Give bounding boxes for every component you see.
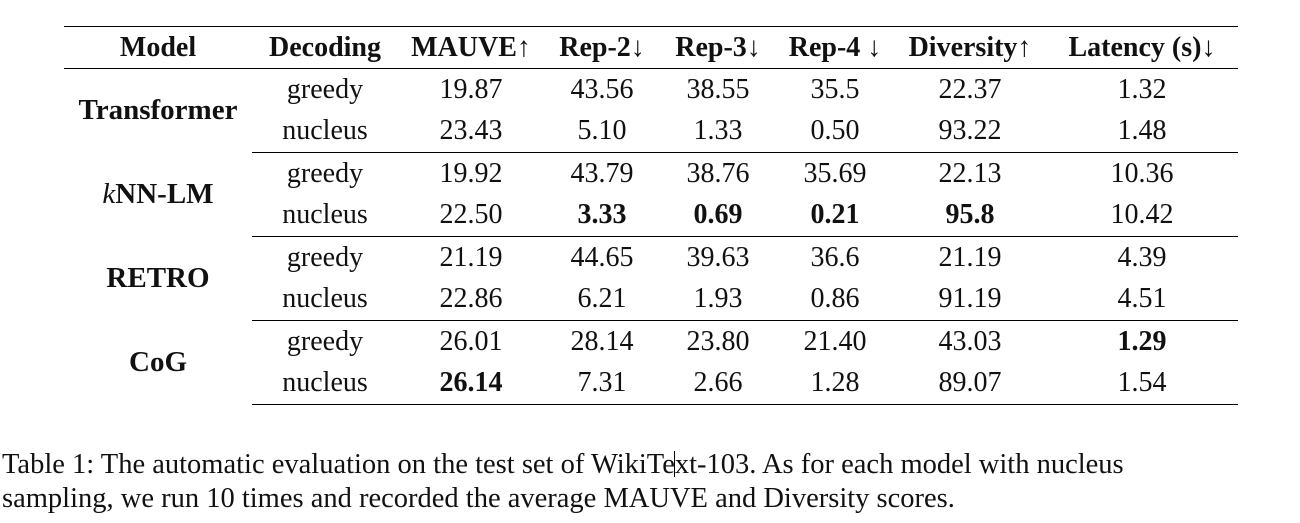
header-latency: Latency (s)↓ — [1046, 27, 1238, 69]
table-caption — [2, 448, 1298, 516]
table-row — [64, 69, 1238, 111]
rep4-cell: 1.28 — [776, 363, 894, 405]
caption-line-1-end: xt-103. As for each model with nucleus — [674, 449, 1124, 480]
decoding-cell: greedy — [286, 157, 364, 189]
rep3-cell: 1.93 — [660, 279, 776, 321]
latency-cell: 4.39 — [1117, 241, 1167, 273]
caption-line-1 — [2, 448, 1298, 482]
rep4-cell: 35.69 — [803, 157, 867, 189]
model-name-transformer: Transformer — [78, 94, 238, 127]
rep3-cell: 2.66 — [660, 363, 776, 405]
decoding-cell: nucleus — [252, 111, 398, 153]
header-mauve: MAUVE↑ — [398, 27, 544, 69]
rep3-cell: 38.76 — [686, 157, 750, 189]
caption-line-2: sampling, we run 10 times and recorded the average MAUVE and Diversity scores. — [2, 483, 955, 514]
model-name-suffix: NN-LM — [115, 178, 214, 210]
header-rep2: Rep-2↓ — [544, 27, 660, 69]
rep2-cell: 6.21 — [544, 279, 660, 321]
diversity-cell: 22.13 — [938, 157, 1002, 189]
results-table-container — [64, 26, 1238, 405]
decoding-cell: nucleus — [252, 195, 398, 237]
caption-line-1-start: Table 1: The automatic evaluation on the test set of WikiTe — [2, 449, 675, 480]
header-decoding: Decoding — [252, 27, 398, 69]
diversity-cell: 21.19 — [938, 241, 1002, 273]
diversity-cell: 93.22 — [894, 111, 1046, 153]
decoding-cell: greedy — [286, 241, 364, 273]
rep2-cell: 28.14 — [570, 325, 634, 357]
rep4-cell-best: 0.21 — [776, 195, 894, 237]
rep3-cell: 39.63 — [686, 241, 750, 273]
header-diversity: Diversity↑ — [894, 27, 1046, 69]
rep2-cell: 7.31 — [544, 363, 660, 405]
rep3-cell: 23.80 — [686, 325, 750, 357]
latency-cell: 1.54 — [1046, 363, 1238, 405]
rep3-cell-best: 0.69 — [660, 195, 776, 237]
header-row — [64, 27, 1238, 69]
decoding-cell: greedy — [286, 73, 364, 105]
diversity-cell: 89.07 — [894, 363, 1046, 405]
decoding-cell: nucleus — [252, 363, 398, 405]
rep3-cell: 38.55 — [686, 73, 750, 105]
diversity-cell-best: 95.8 — [894, 195, 1046, 237]
latency-cell: 1.32 — [1117, 73, 1167, 105]
diversity-cell: 22.37 — [938, 73, 1002, 105]
decoding-cell: nucleus — [252, 279, 398, 321]
header-model: Model — [64, 27, 252, 69]
model-name-retro: RETRO — [106, 262, 210, 294]
mauve-cell: 23.43 — [398, 111, 544, 153]
rep4-cell: 21.40 — [803, 325, 867, 357]
rep2-cell: 43.56 — [570, 73, 634, 105]
latency-cell: 1.48 — [1046, 111, 1238, 153]
diversity-cell: 91.19 — [894, 279, 1046, 321]
rep2-cell-best: 3.33 — [544, 195, 660, 237]
mauve-cell: 22.50 — [398, 195, 544, 237]
mauve-cell: 19.87 — [439, 73, 503, 105]
mauve-cell: 21.19 — [439, 241, 503, 273]
rep2-cell: 5.10 — [544, 111, 660, 153]
rep4-cell: 35.5 — [810, 73, 860, 105]
results-table — [64, 26, 1238, 405]
latency-cell: 10.42 — [1046, 195, 1238, 237]
decoding-cell: greedy — [286, 325, 364, 357]
latency-cell: 10.36 — [1110, 157, 1174, 189]
latency-cell-best: 1.29 — [1117, 325, 1167, 357]
table-row — [64, 237, 1238, 279]
mauve-cell: 19.92 — [439, 157, 503, 189]
mauve-cell: 26.01 — [439, 325, 503, 357]
header-rep4: Rep-4 ↓ — [776, 27, 894, 69]
model-name-cog: CoG — [129, 346, 187, 378]
mauve-cell: 22.86 — [398, 279, 544, 321]
rep4-cell: 36.6 — [810, 241, 860, 273]
diversity-cell: 43.03 — [938, 325, 1002, 357]
header-rep3: Rep-3↓ — [660, 27, 776, 69]
rep4-cell: 0.86 — [776, 279, 894, 321]
mauve-cell-best: 26.14 — [398, 363, 544, 405]
table-row — [64, 321, 1238, 363]
rep4-cell: 0.50 — [776, 111, 894, 153]
table-row — [64, 153, 1238, 195]
rep2-cell: 44.65 — [570, 241, 634, 273]
latency-cell: 4.51 — [1046, 279, 1238, 321]
rep2-cell: 43.79 — [570, 157, 634, 189]
model-name-knn-lm — [64, 153, 252, 237]
model-prefix-k: k — [102, 178, 116, 210]
rep3-cell: 1.33 — [660, 111, 776, 153]
